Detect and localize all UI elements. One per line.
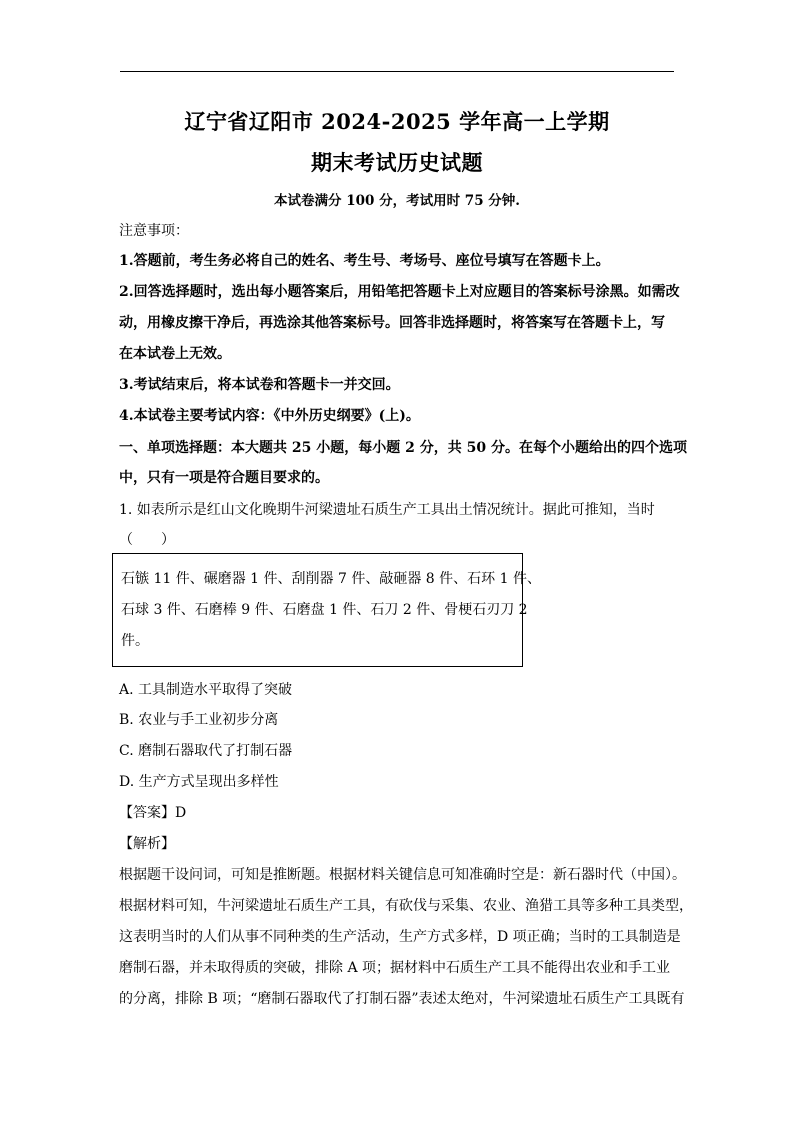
page-title-line2: 期末考试历史试题 bbox=[311, 150, 483, 175]
material-line: 石镞 11 件、碾磨器 1 件、刮削器 7 件、敲砸器 8 件、石环 1 件、 bbox=[121, 571, 541, 587]
note-item: 在本试卷上无效。 bbox=[119, 346, 231, 362]
option-a: A. 工具制造水平取得了突破 bbox=[119, 682, 293, 698]
material-box bbox=[112, 553, 541, 667]
material-line: 件。 bbox=[121, 633, 149, 649]
exam-info: 本试卷满分 100 分，考试用时 75 分钟. bbox=[274, 193, 520, 209]
notes-heading: 注意事项： bbox=[119, 223, 189, 239]
analysis-line: 的分离，排除 B 项；“磨制石器取代了打制石器”表述太绝对，牛河梁遗址石质生产工具既有 bbox=[119, 991, 685, 1007]
note-item: 2.回答选择题时，选出每小题答案后，用铅笔把答题卡上对应题目的答案标号涂黑。如需改 bbox=[119, 284, 680, 300]
note-item: 4.本试卷主要考试内容：《中外历史纲要》(上)。 bbox=[119, 408, 420, 424]
question-stem: 1. 如表所示是红山文化晚期牛河梁遗址石质生产工具出土情况统计。据此可推知，当时 bbox=[119, 502, 655, 518]
page-title: 辽宁省辽阳市 2024-2025 学年高一上学期 bbox=[184, 109, 610, 134]
note-item: 1.答题前，考生务必将自己的姓名、考生号、考场号、座位号填写在答题卡上。 bbox=[119, 253, 610, 269]
header-rule bbox=[120, 71, 674, 72]
option-c: C. 磨制石器取代了打制石器 bbox=[119, 743, 293, 759]
analysis-line: 这表明当时的人们从事不同种类的生产活动，生产方式多样，D 项正确；当时的工具制造是 bbox=[119, 929, 681, 945]
note-item: 动，用橡皮擦干净后，再选涂其他答案标号。回答非选择题时，将答案写在答题卡上，写 bbox=[119, 315, 665, 331]
section-heading-line2: 中，只有一项是符合题目要求的。 bbox=[119, 470, 329, 486]
analysis-line: 磨制石器，并未取得质的突破，排除 A 项；据材料中石质生产工具不能得出农业和手工业 bbox=[119, 960, 671, 976]
question-stem-blank: （ ） bbox=[119, 532, 175, 548]
note-item: 3.考试结束后，将本试卷和答题卡一并交回。 bbox=[119, 377, 400, 393]
material-line: 石球 3 件、石磨棒 9 件、石磨盘 1 件、石刀 2 件、骨梗石刃刀 2 bbox=[121, 602, 528, 618]
analysis-line: 根据材料可知，牛河梁遗址石质生产工具，有砍伐与采集、农业、渔猎工具等多种工具类型， bbox=[119, 898, 693, 914]
section-heading: 一、单项选择题：本大题共 25 小题，每小题 2 分，共 50 分。在每个小题给出的四个选项 bbox=[119, 440, 687, 456]
analysis-line: 根据题干设问词，可知是推断题。根据材料关键信息可知准确时空是：新石器时代（中国）。 bbox=[119, 867, 686, 883]
option-d: D. 生产方式呈现出多样性 bbox=[119, 774, 279, 790]
analysis-heading: 【解析】 bbox=[119, 836, 175, 852]
answer: 【答案】D bbox=[119, 805, 187, 821]
option-b: B. 农业与手工业初步分离 bbox=[119, 712, 279, 728]
